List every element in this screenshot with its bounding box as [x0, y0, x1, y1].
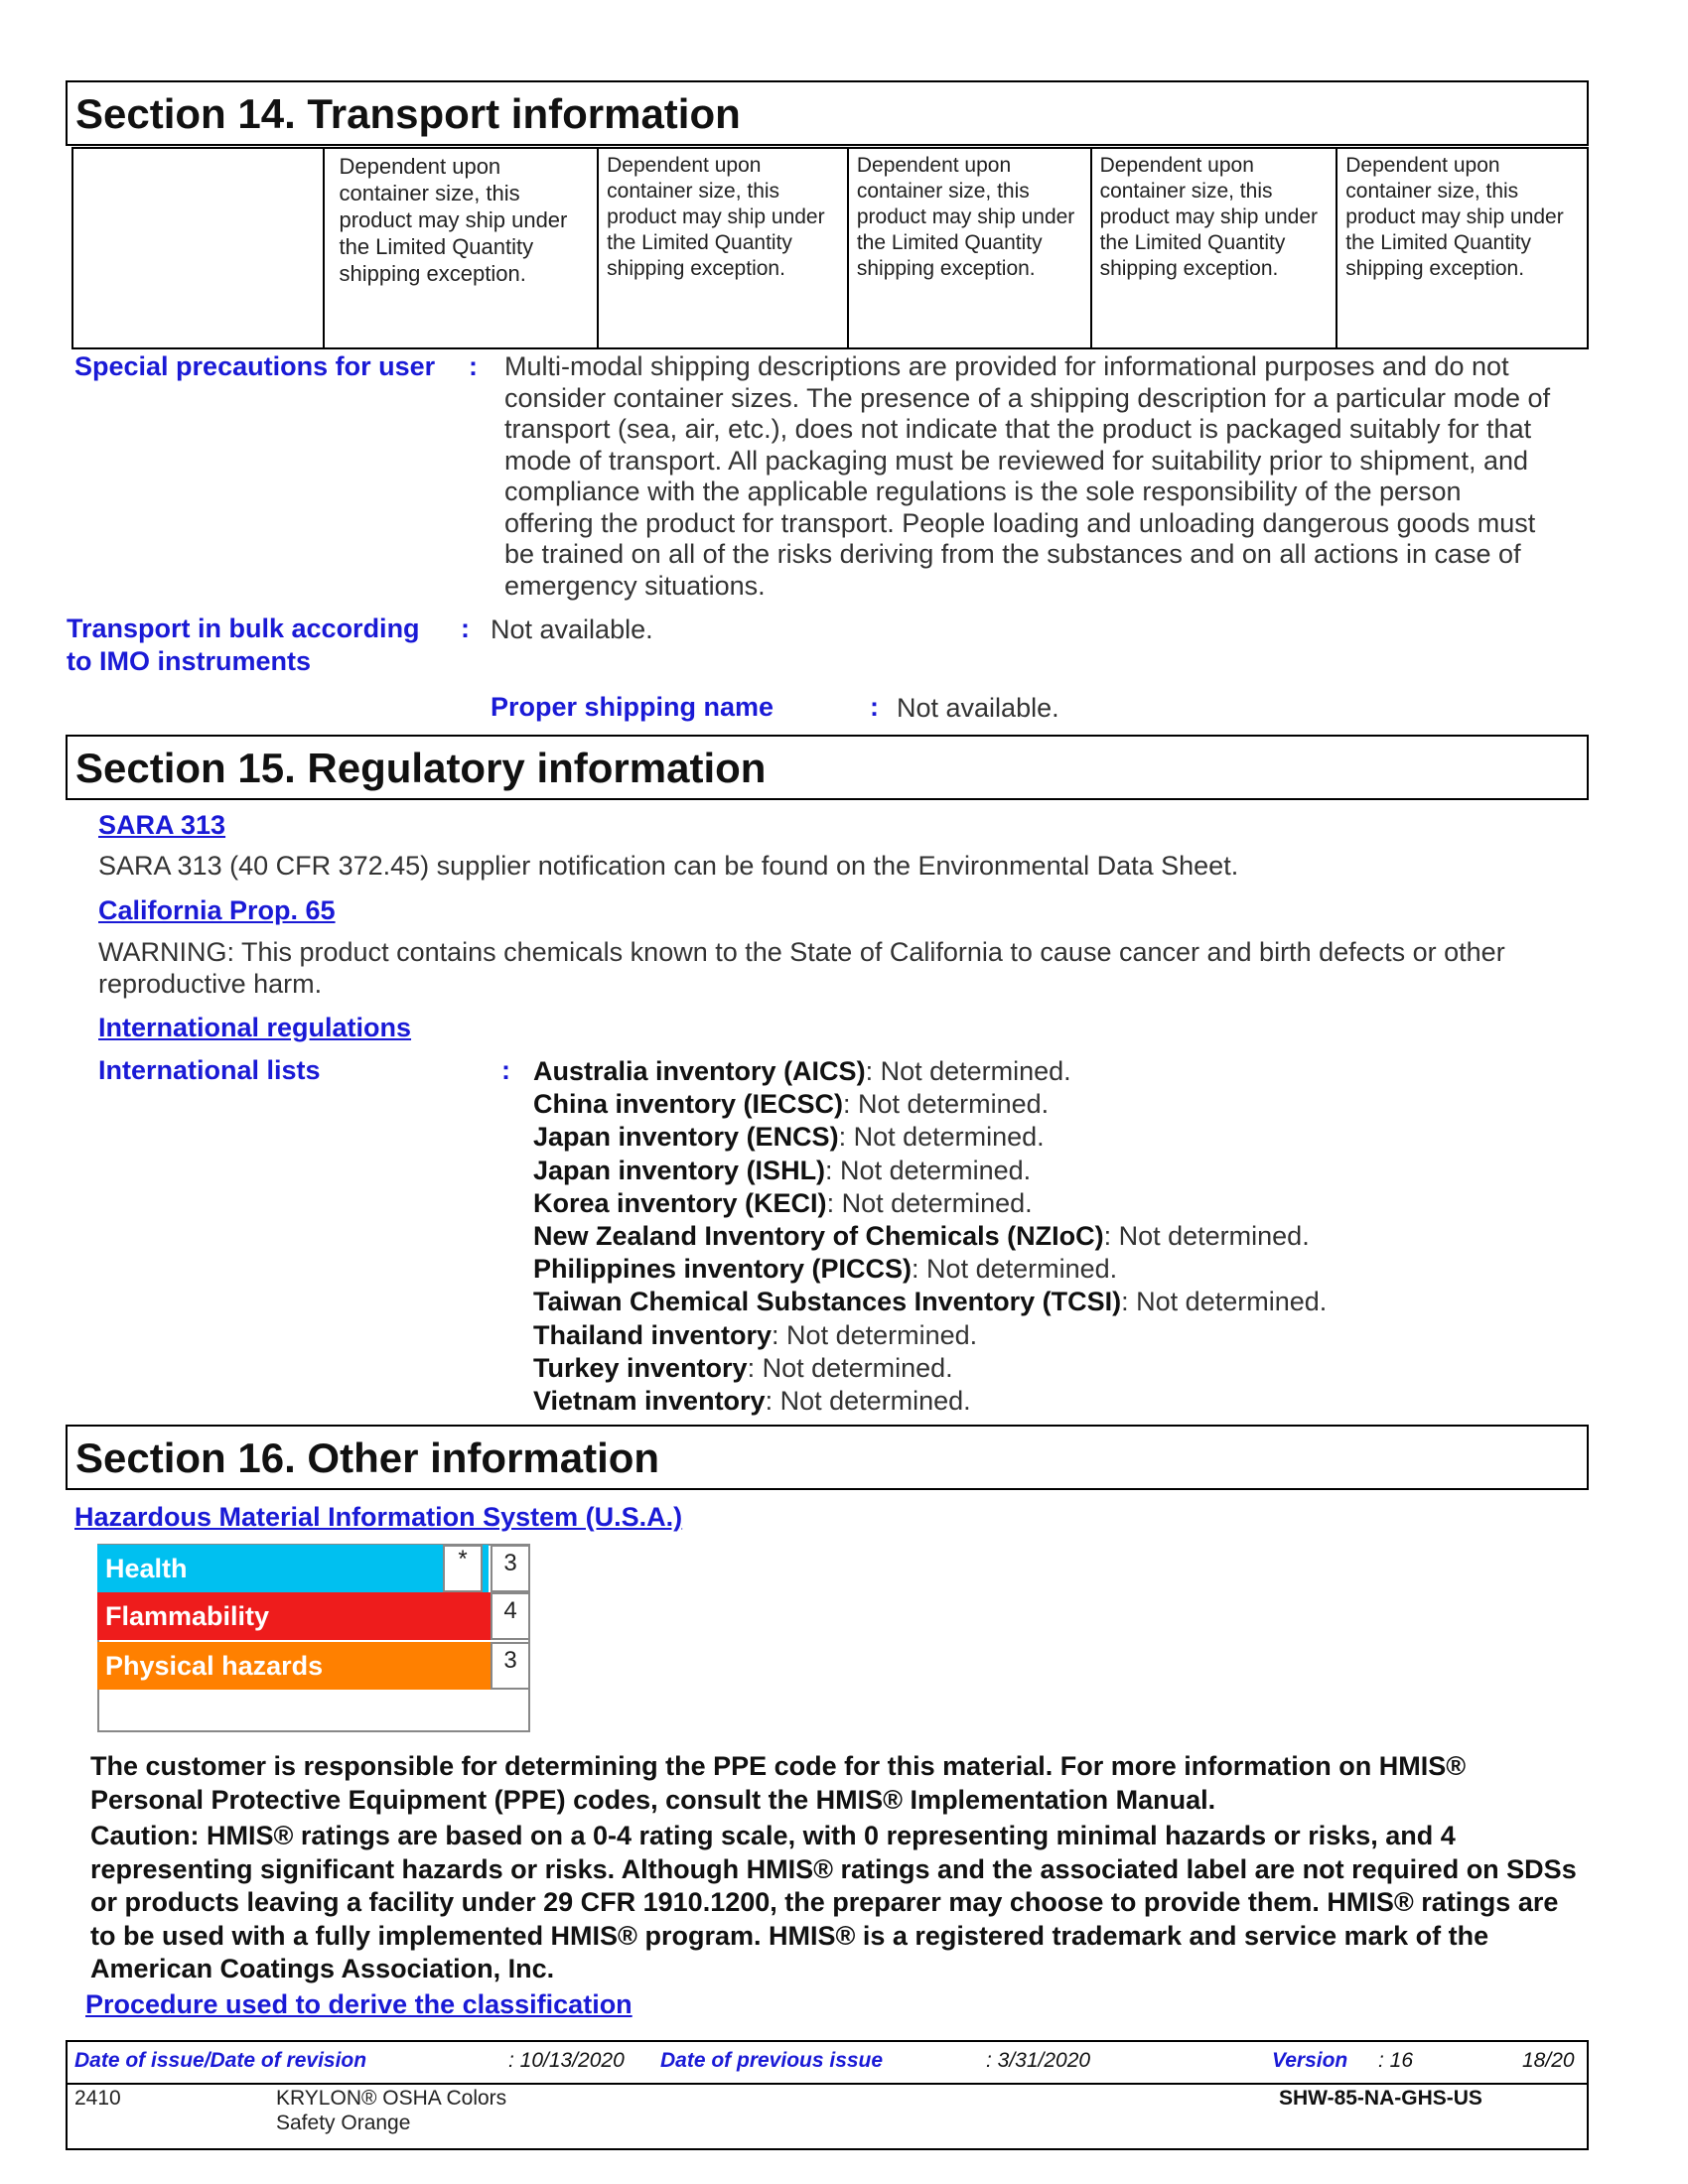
version-label: Version	[1272, 2049, 1348, 2072]
bulk-label-line2: to IMO instruments	[67, 646, 312, 676]
section-14-title: Section 14. Transport information	[75, 90, 741, 137]
document-id: SHW-85-NA-GHS-US	[1279, 2087, 1482, 2110]
list-item: Vietnam inventory: Not determined.	[533, 1386, 971, 1417]
california-prop65-link[interactable]: California Prop. 65	[98, 895, 336, 925]
special-precautions-text: Multi-modal shipping descriptions are provided for informational purposes and do not consider container sizes. The presence of a shipping description for a particular mode of transport (sea, air, etc.), does not indicate that the product is packaged suitably for that mode of transport. All packaging must be reviewed for suitability prior to shipment, and compliance with the applicable regulations is the sole responsibility of the person offering the product for transport. People loading and unloading dangerous goods must be trained on all of the risks deriving from the substances and on all actions in case of emergency situations.	[504, 351, 1551, 601]
hmis-health-value: 3	[491, 1545, 530, 1592]
ppe-text: The customer is responsible for determining the PPE code for this material. For more information on HMIS® Personal Protective Equipment (PPE) codes, consult the HMIS® Implementation Manual.	[90, 1751, 1467, 1815]
section-16-title: Section 16. Other information	[75, 1434, 660, 1481]
transport-cell: Dependent upon container size, this product may ship under the Limited Quantity shipping exception.	[1336, 148, 1588, 348]
proper-shipping-name-label: Proper shipping name	[491, 692, 774, 722]
transport-cell: Dependent upon container size, this product may ship under the Limited Quantity shipping exception.	[848, 148, 1091, 348]
section-15-header	[66, 735, 1589, 800]
transport-cell: Dependent upon container size, this product may ship under the Limited Quantity shipping exception.	[324, 148, 598, 348]
hmis-physical-label: Physical hazards	[97, 1642, 491, 1690]
list-item: Thailand inventory: Not determined.	[533, 1319, 978, 1350]
hmis-link[interactable]: Hazardous Material Information System (U.S.A.)	[74, 1502, 683, 1532]
international-lists-label: International lists	[98, 1055, 321, 1085]
sara-313-text: SARA 313 (40 CFR 372.45) supplier notification can be found on the Environmental Data Sheet.	[98, 851, 1239, 881]
list-item: Australia inventory (AICS): Not determined.	[533, 1056, 1071, 1086]
hmis-physical-row	[97, 1642, 530, 1690]
product-name-line2: Safety Orange	[276, 2112, 411, 2134]
date-of-issue-value: : 10/13/2020	[508, 2049, 625, 2072]
list-item: China inventory (IECSC): Not determined.	[533, 1089, 1050, 1120]
hmis-physical-value: 3	[491, 1642, 530, 1690]
colon: :	[870, 692, 879, 722]
list-item: Japan inventory (ISHL): Not determined.	[533, 1155, 1032, 1185]
transport-cell: Dependent upon container size, this product may ship under the Limited Quantity shipping exception.	[1091, 148, 1337, 348]
transport-cell-empty	[72, 148, 324, 348]
page-number: 18/20	[1522, 2049, 1575, 2072]
date-of-previous-issue-label: Date of previous issue	[660, 2049, 884, 2072]
list-item: Taiwan Chemical Substances Inventory (TCSI): Not determined.	[533, 1287, 1328, 1317]
hmis-flammability-label: Flammability	[97, 1592, 491, 1640]
hmis-health-row	[97, 1545, 530, 1592]
procedure-link[interactable]: Procedure used to derive the classification	[85, 1989, 633, 2019]
hmis-health-label: Health	[97, 1545, 441, 1592]
product-code: 2410	[74, 2087, 121, 2110]
international-regulations-link[interactable]: International regulations	[98, 1013, 412, 1042]
list-item: Philippines inventory (PICCS): Not determined.	[533, 1254, 1118, 1285]
product-name-line1: KRYLON® OSHA Colors	[276, 2087, 507, 2110]
list-item: Korea inventory (KECI): Not determined.	[533, 1187, 1033, 1218]
transport-cell: Dependent upon container size, this product may ship under the Limited Quantity shipping exception.	[598, 148, 848, 348]
caution-text: Caution: HMIS® ratings are based on a 0-4 rating scale, with 0 representing minimal hazards or risks, and 4 representing significant hazards or risks. Although HMIS® ratings and the associated label are not required on SDSs or products leaving a facility under 29 CFR 1910.1200, the preparer may choose to provide them. HMIS® ratings are to be used with a fully implemented HMIS® program. HMIS® is a registered trademark and service mark of the American Coatings Association, Inc.	[90, 1821, 1577, 1983]
section-15-title: Section 15. Regulatory information	[75, 745, 767, 791]
bulk-label-line1: Transport in bulk according	[67, 614, 420, 643]
section-16-header	[66, 1425, 1589, 1490]
colon: :	[501, 1055, 510, 1085]
sara-313-link[interactable]: SARA 313	[98, 810, 226, 840]
date-of-previous-issue-value: : 3/31/2020	[986, 2049, 1091, 2072]
colon: :	[461, 614, 470, 643]
section-14-header	[66, 80, 1589, 146]
list-item: Turkey inventory: Not determined.	[533, 1352, 953, 1383]
hmis-flammability-value: 4	[491, 1592, 530, 1640]
list-item: Japan inventory (ENCS): Not determined.	[533, 1122, 1045, 1153]
hmis-health-bar-end	[483, 1545, 489, 1592]
transport-table	[71, 147, 1589, 349]
footer-divider	[66, 2083, 1589, 2085]
date-of-issue-label: Date of issue/Date of revision	[74, 2049, 367, 2072]
bulk-value: Not available.	[491, 614, 653, 644]
table-row	[72, 148, 1588, 348]
proper-shipping-name-value: Not available.	[897, 693, 1059, 723]
international-lists	[533, 1055, 1327, 1418]
list-item: New Zealand Inventory of Chemicals (NZIoC): Not determined.	[533, 1221, 1310, 1252]
colon: :	[469, 351, 478, 381]
version-value: : 16	[1378, 2049, 1414, 2072]
california-prop65-text: WARNING: This product contains chemicals known to the State of California to cause cancer and birth defects or other reproductive harm.	[98, 937, 1505, 999]
special-precautions-label: Special precautions for user	[74, 351, 436, 381]
hmis-flammability-row	[97, 1592, 530, 1640]
hmis-chronic-star: *	[443, 1545, 483, 1592]
